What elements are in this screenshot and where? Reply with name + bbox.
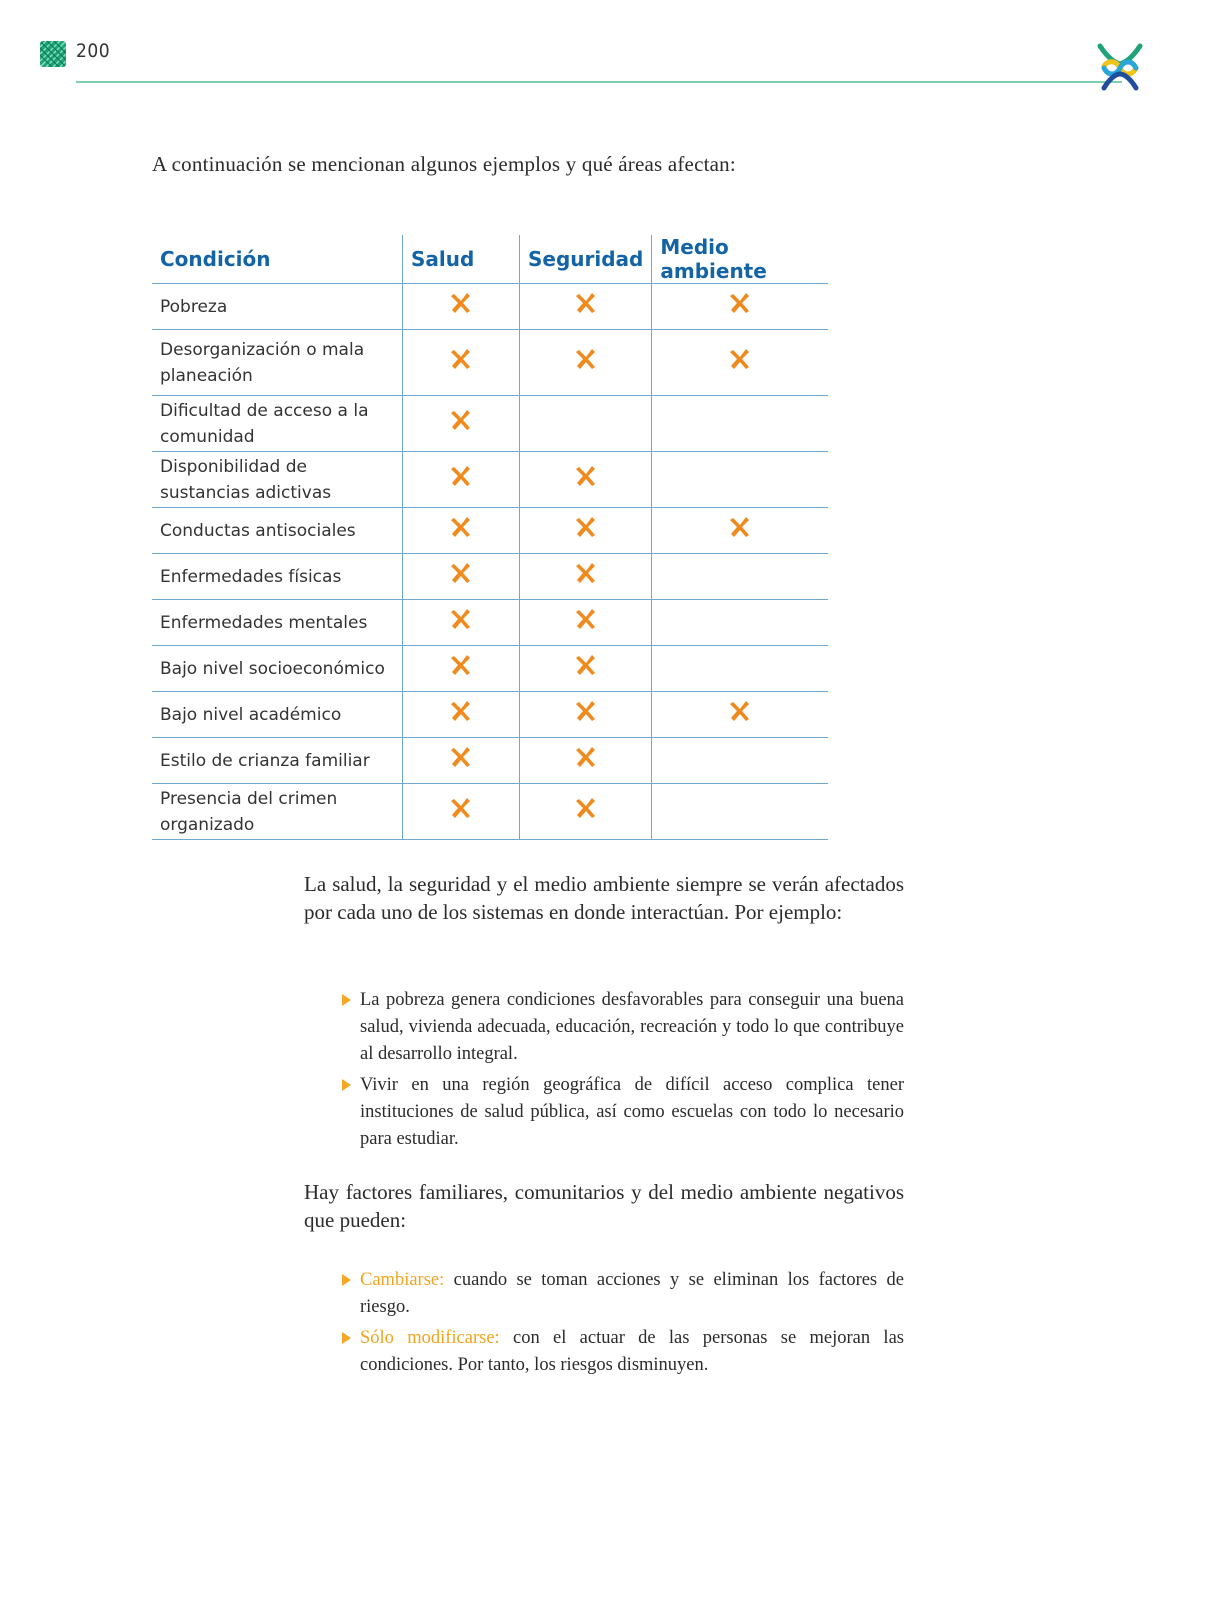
cell-salud — [403, 284, 520, 330]
conditions-table — [152, 235, 828, 840]
list-item — [342, 1072, 904, 1153]
list-item — [342, 1325, 904, 1379]
x-mark-icon — [451, 516, 471, 538]
cell-salud — [403, 692, 520, 738]
cell-medio — [652, 738, 829, 784]
cell-seguridad — [520, 396, 652, 452]
bullet-text: con el actuar de las personas se mejoran las condiciones. Por tanto, los riesgos disminuyen. — [360, 1328, 904, 1375]
x-mark-icon — [451, 465, 471, 487]
bullet-arrow-icon — [342, 1332, 351, 1344]
cell-salud — [403, 554, 520, 600]
list-item — [342, 1267, 904, 1321]
x-mark-icon — [730, 292, 750, 314]
condition-label: Enfermedades físicas — [152, 554, 403, 600]
table-row — [152, 784, 828, 840]
cell-seguridad — [520, 646, 652, 692]
cell-medio — [652, 452, 829, 508]
condition-label: Presencia del crimen organizado — [152, 784, 403, 840]
page-header — [40, 38, 1150, 98]
table-row — [152, 452, 828, 508]
x-mark-icon — [730, 700, 750, 722]
header-rule — [76, 81, 1122, 83]
bullet-text: cuando se toman acciones y se eliminan los factores de riesgo. — [360, 1270, 904, 1317]
x-mark-icon — [451, 654, 471, 676]
cell-seguridad — [520, 284, 652, 330]
x-mark-icon — [451, 562, 471, 584]
page-badge-icon — [40, 41, 66, 67]
x-mark-icon — [576, 746, 596, 768]
table-header-row — [152, 235, 828, 284]
cell-seguridad — [520, 330, 652, 396]
cell-salud — [403, 600, 520, 646]
table-row — [152, 738, 828, 784]
x-mark-icon — [576, 654, 596, 676]
x-mark-icon — [451, 608, 471, 630]
x-mark-icon — [451, 348, 471, 370]
corner-logo-icon — [1090, 38, 1150, 98]
cell-medio — [652, 692, 829, 738]
cell-salud — [403, 508, 520, 554]
paragraph-2: Hay factores familiares, comunitarios y del medio ambiente negativos que pueden: — [304, 1180, 904, 1232]
table-row — [152, 284, 828, 330]
cell-seguridad — [520, 692, 652, 738]
table-row — [152, 554, 828, 600]
condition-label: Disponibilidad de sustancias adictivas — [152, 452, 403, 508]
x-mark-icon — [451, 409, 471, 431]
condition-label: Bajo nivel académico — [152, 692, 403, 738]
cell-seguridad — [520, 508, 652, 554]
x-mark-icon — [576, 516, 596, 538]
cell-salud — [403, 452, 520, 508]
bullet-text: Vivir en una región geográfica de difícil acceso complica tener instituciones de salud pública, así como escuelas con todo lo necesario para estudiar. — [360, 1075, 904, 1149]
bullet-text: La pobreza genera condiciones desfavorables para conseguir una buena salud, vivienda adecuada, educación, recreación y todo lo que contribuye al desarrollo integral. — [360, 990, 904, 1064]
condition-label: Estilo de crianza familiar — [152, 738, 403, 784]
x-mark-icon — [451, 292, 471, 314]
condition-label: Desorganización o mala planeación — [152, 330, 403, 396]
intro-text: A continuación se mencionan algunos ejemplos y qué áreas afectan: — [152, 152, 736, 176]
paragraph-1: La salud, la seguridad y el medio ambiente siempre se verán afectados por cada uno de los sistemas en donde interactúan. Por ejemplo: — [304, 872, 904, 924]
cell-seguridad — [520, 554, 652, 600]
x-mark-icon — [730, 516, 750, 538]
table-row — [152, 508, 828, 554]
list-item — [342, 987, 904, 1068]
x-mark-icon — [576, 292, 596, 314]
term-solo-modificarse: Sólo modificarse: — [360, 1328, 500, 1348]
cell-seguridad — [520, 452, 652, 508]
table-row — [152, 600, 828, 646]
page-number: 200 — [76, 40, 111, 62]
x-mark-icon — [576, 348, 596, 370]
x-mark-icon — [576, 465, 596, 487]
x-mark-icon — [451, 746, 471, 768]
cell-seguridad — [520, 738, 652, 784]
bullet-arrow-icon — [342, 1274, 351, 1286]
cell-medio — [652, 396, 829, 452]
header-medio-ambiente: Medio ambiente — [652, 235, 829, 284]
table-row — [152, 396, 828, 452]
cell-salud — [403, 738, 520, 784]
x-mark-icon — [576, 797, 596, 819]
cell-medio — [652, 554, 829, 600]
cell-medio — [652, 330, 829, 396]
cell-medio — [652, 508, 829, 554]
cell-salud — [403, 396, 520, 452]
table-row — [152, 646, 828, 692]
cell-seguridad — [520, 784, 652, 840]
bullet-arrow-icon — [342, 1079, 351, 1091]
x-mark-icon — [451, 797, 471, 819]
cell-medio — [652, 784, 829, 840]
cell-medio — [652, 284, 829, 330]
condition-label: Pobreza — [152, 284, 403, 330]
x-mark-icon — [730, 348, 750, 370]
header-seguridad: Seguridad — [520, 235, 652, 284]
condition-label: Enfermedades mentales — [152, 600, 403, 646]
cell-medio — [652, 646, 829, 692]
bullet-list-2 — [342, 1267, 904, 1383]
x-mark-icon — [576, 562, 596, 584]
table-row — [152, 692, 828, 738]
condition-label: Dificultad de acceso a la comunidad — [152, 396, 403, 452]
cell-medio — [652, 600, 829, 646]
cell-salud — [403, 784, 520, 840]
bullet-list-1 — [342, 987, 904, 1157]
cell-salud — [403, 646, 520, 692]
header-condicion: Condición — [152, 235, 403, 284]
condition-label: Conductas antisociales — [152, 508, 403, 554]
table-row — [152, 330, 828, 396]
x-mark-icon — [576, 700, 596, 722]
condition-label: Bajo nivel socioeconómico — [152, 646, 403, 692]
bullet-arrow-icon — [342, 994, 351, 1006]
header-salud: Salud — [403, 235, 520, 284]
x-mark-icon — [576, 608, 596, 630]
cell-seguridad — [520, 600, 652, 646]
cell-salud — [403, 330, 520, 396]
term-cambiarse: Cambiarse: — [360, 1270, 445, 1290]
x-mark-icon — [451, 700, 471, 722]
